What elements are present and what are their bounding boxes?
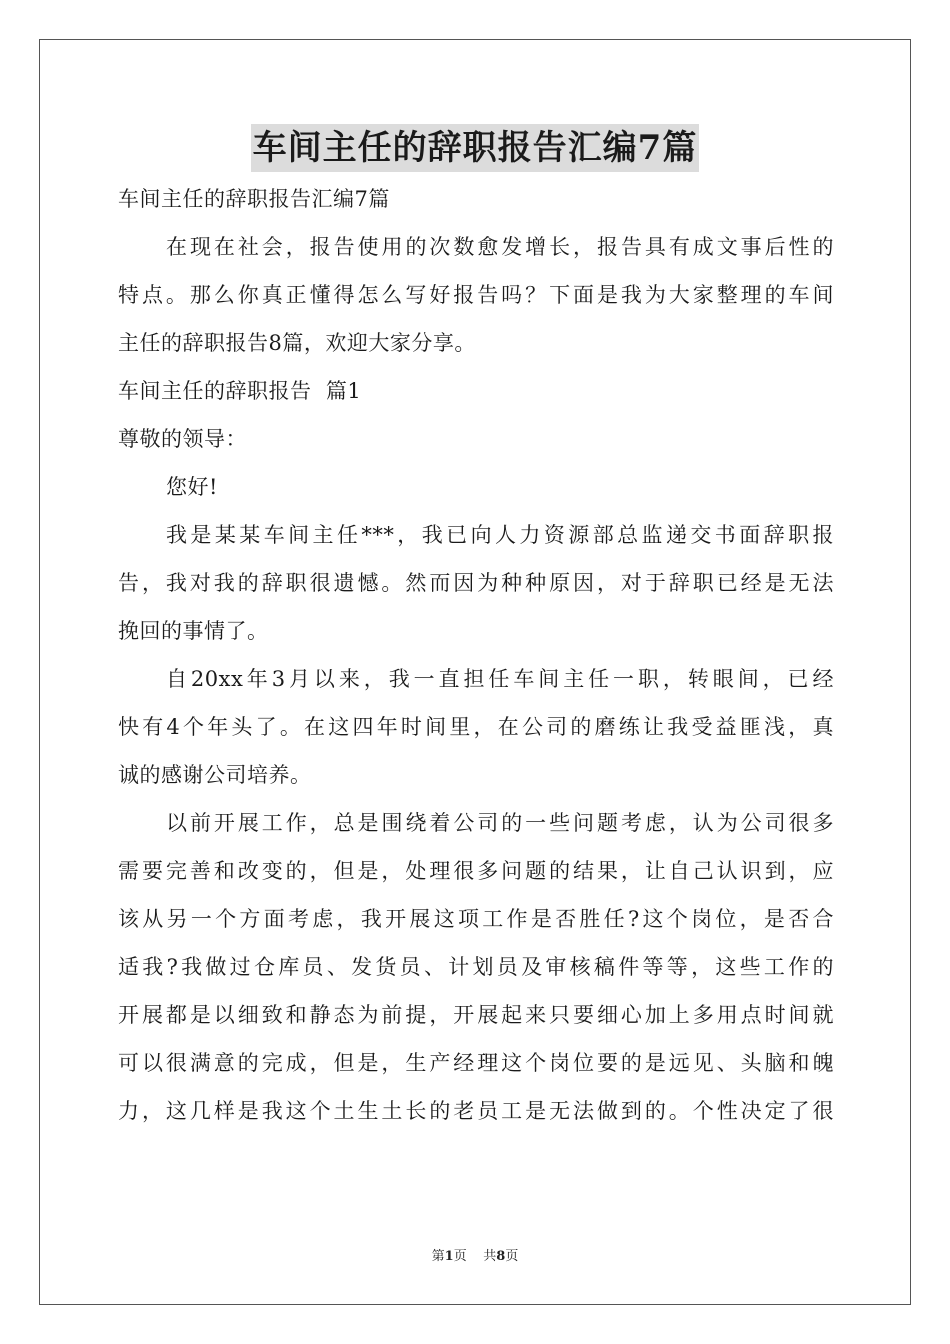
document-body (118, 175, 834, 1135)
total-pages: 8 (496, 1249, 506, 1264)
page-number: 1 (444, 1249, 454, 1264)
page-prefix: 第 (431, 1249, 445, 1264)
paragraph-line: 在现在社会，报告使用的次数愈发增长，报告具有成文事后性的 (166, 235, 834, 259)
document-title-text: 车间主任的辞职报告汇编7篇 (251, 124, 700, 172)
paragraph-line: 力，这几样是我这个土生土长的老员工是无法做到的。个性决定了很 (118, 1099, 834, 1123)
paragraph-line: 特点。那么你真正懂得怎么写好报告吗？下面是我为大家整理的车间 (118, 283, 834, 307)
page-footer (0, 1247, 950, 1267)
paragraph-line: 挽回的事情了。 (118, 619, 269, 643)
paragraph-line: 主任的辞职报告8篇，欢迎大家分享。 (118, 331, 476, 355)
salutation: 尊敬的领导： (118, 427, 247, 451)
paragraph-line: 以前开展工作，总是围绕着公司的一些问题考虑，认为公司很多 (166, 811, 834, 835)
paragraph-line: 该从另一个方面考虑，我开展这项工作是否胜任?这个岗位，是否合 (118, 907, 834, 931)
paragraph-line: 适我?我做过仓库员、发货员、计划员及审核稿件等等，这些工作的 (118, 955, 834, 979)
paragraph-line: 可以很满意的完成，但是，生产经理这个岗位要的是远见、头脑和魄 (118, 1051, 834, 1075)
paragraph-line: 需要完善和改变的，但是，处理很多问题的结果，让自己认识到，应 (118, 859, 834, 883)
paragraph-line: 自20xx年3月以来，我一直担任车间主任一职，转眼间，已经 (166, 667, 834, 691)
paragraph-line: 快有4个年头了。在这四年时间里，在公司的磨练让我受益匪浅，真 (118, 715, 834, 739)
page-suffix: 页 (453, 1249, 467, 1264)
section-heading: 车间主任的辞职报告 篇1 (118, 379, 362, 403)
total-suffix: 页 (505, 1249, 519, 1264)
subtitle-line: 车间主任的辞职报告汇编7篇 (118, 187, 390, 211)
greeting: 您好! (166, 475, 218, 499)
paragraph-line: 告，我对我的辞职很遗憾。然而因为种种原因，对于辞职已经是无法 (118, 571, 834, 595)
paragraph-line: 开展都是以细致和静态为前提，开展起来只要细心加上多用点时间就 (118, 1003, 834, 1027)
document-title (0, 124, 950, 172)
total-prefix: 共 (483, 1249, 497, 1264)
paragraph-line: 我是某某车间主任***，我已向人力资源部总监递交书面辞职报 (166, 523, 834, 547)
paragraph-line: 诚的感谢公司培养。 (118, 763, 312, 787)
